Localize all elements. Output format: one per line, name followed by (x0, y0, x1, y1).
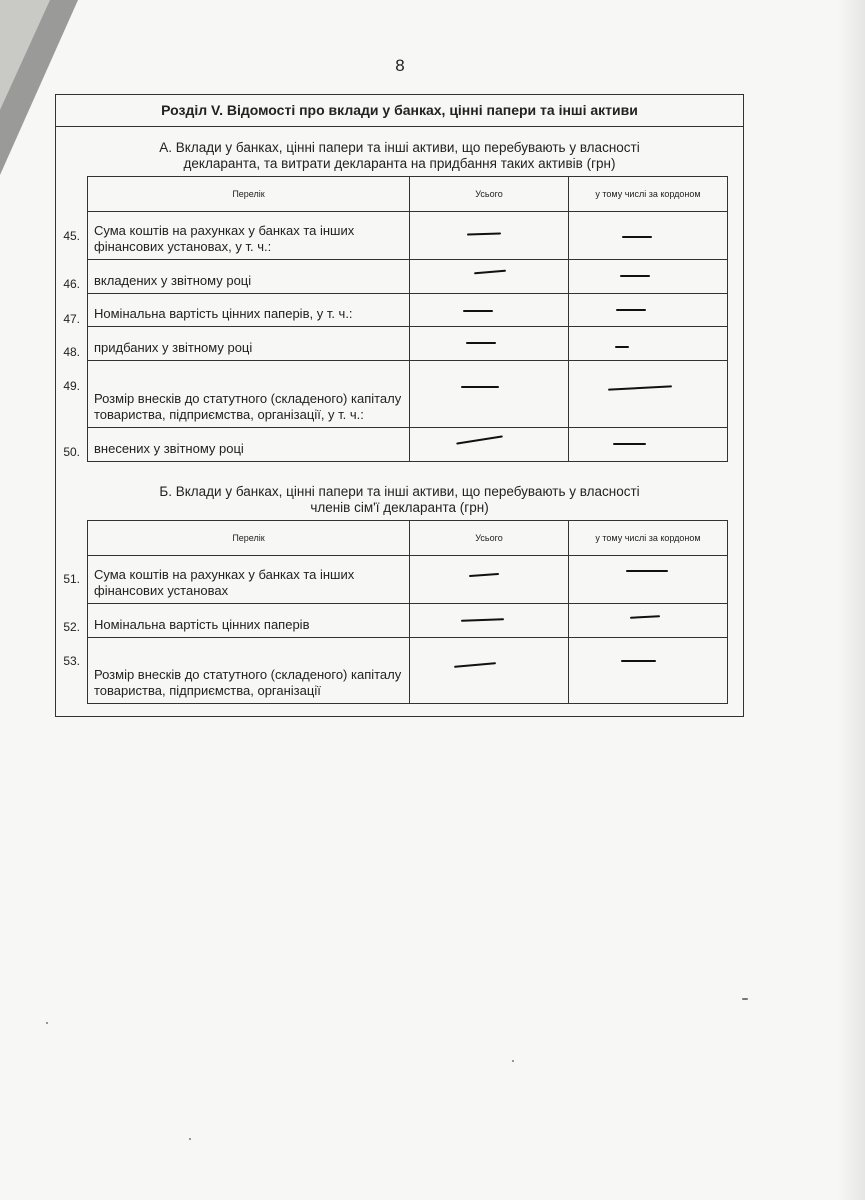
scan-speck (46, 1022, 48, 1024)
part-a-heading-line1: А. Вклади у банках, цінні папери та інші активи, що перебувають у власності (159, 140, 640, 155)
handwritten-dash-mark (616, 309, 646, 311)
table-row (88, 638, 728, 704)
part-a-heading-line2: декларанта, та витрати декларанта на придбання таких активів (грн) (183, 156, 616, 171)
column-header-total: Усього (410, 521, 569, 556)
section-frame (55, 94, 744, 717)
column-header-total: Усього (410, 177, 569, 212)
scan-speck (512, 1060, 514, 1062)
row-51-abroad-cell (569, 556, 728, 604)
row-45-label: Сума коштів на рахунках у банках та інших фінансових установах, у т. ч.: (88, 212, 410, 260)
table-row (88, 604, 728, 638)
row-45-total-cell (410, 212, 569, 260)
row-46-total-cell (410, 260, 569, 294)
part-a-heading (96, 140, 703, 172)
handwritten-dash-mark (463, 310, 493, 312)
row-number-50: 50. (63, 445, 80, 459)
table-row (88, 556, 728, 604)
handwritten-dash-mark (461, 386, 499, 388)
row-49-abroad-cell (569, 361, 728, 428)
scan-speck (189, 1138, 191, 1140)
table-row (88, 361, 728, 428)
row-47-label: Номінальна вартість цінних паперів, у т. ч.: (88, 294, 410, 327)
row-50-label: внесених у звітному році (88, 428, 410, 462)
column-header-list: Перелік (88, 521, 410, 556)
row-number-53: 53. (63, 654, 80, 668)
row-number-49: 49. (63, 379, 80, 393)
row-number-52: 52. (63, 620, 80, 634)
handwritten-dash-mark (615, 346, 629, 348)
row-number-45: 45. (63, 229, 80, 243)
part-b-heading-line1: Б. Вклади у банках, цінні папери та інші активи, що перебувають у власності (159, 484, 640, 499)
handwritten-dash-mark (620, 275, 650, 277)
row-number-51: 51. (63, 572, 80, 586)
row-51-label: Сума коштів на рахунках у банках та інших фінансових установах (88, 556, 410, 604)
row-53-label: Розмір внесків до статутного (складеного) капіталу товариства, підприємства, організації (88, 638, 410, 704)
part-b-heading-line2: членів сім'ї декларанта (грн) (310, 500, 489, 515)
row-number-47: 47. (63, 312, 80, 326)
part-b-table (87, 520, 728, 704)
column-header-abroad: у тому числі за кордоном (569, 177, 728, 212)
scan-speck (742, 998, 748, 1000)
table-row (88, 327, 728, 361)
part-b-heading (96, 484, 703, 516)
section-title: Розділ V. Відомості про вклади у банках, цінні папери та інші активи (56, 95, 743, 127)
row-number-48: 48. (63, 345, 80, 359)
row-51-total-cell (410, 556, 569, 604)
row-number-46: 46. (63, 277, 80, 291)
handwritten-dash-mark (622, 236, 652, 238)
part-a-table (87, 176, 728, 462)
handwritten-dash-mark (626, 570, 668, 572)
row-48-abroad-cell (569, 327, 728, 361)
row-53-abroad-cell (569, 638, 728, 704)
row-53-total-cell (410, 638, 569, 704)
handwritten-dash-mark (466, 342, 496, 344)
row-50-total-cell (410, 428, 569, 462)
column-header-list: Перелік (88, 177, 410, 212)
column-header-abroad: у тому числі за кордоном (569, 521, 728, 556)
row-49-label: Розмір внесків до статутного (складеного) капіталу товариства, підприємства, організації, у т. ч.: (88, 361, 410, 428)
row-46-label: вкладених у звітному році (88, 260, 410, 294)
row-48-label: придбаних у звітному році (88, 327, 410, 361)
scan-edge-shadow (837, 0, 865, 1200)
row-52-total-cell (410, 604, 569, 638)
row-52-label: Номінальна вартість цінних паперів (88, 604, 410, 638)
handwritten-dash-mark (621, 660, 656, 662)
row-49-total-cell (410, 361, 569, 428)
row-52-abroad-cell (569, 604, 728, 638)
handwritten-dash-mark (613, 443, 646, 445)
page-number: 8 (395, 56, 405, 75)
row-47-abroad-cell (569, 294, 728, 327)
row-50-abroad-cell (569, 428, 728, 462)
